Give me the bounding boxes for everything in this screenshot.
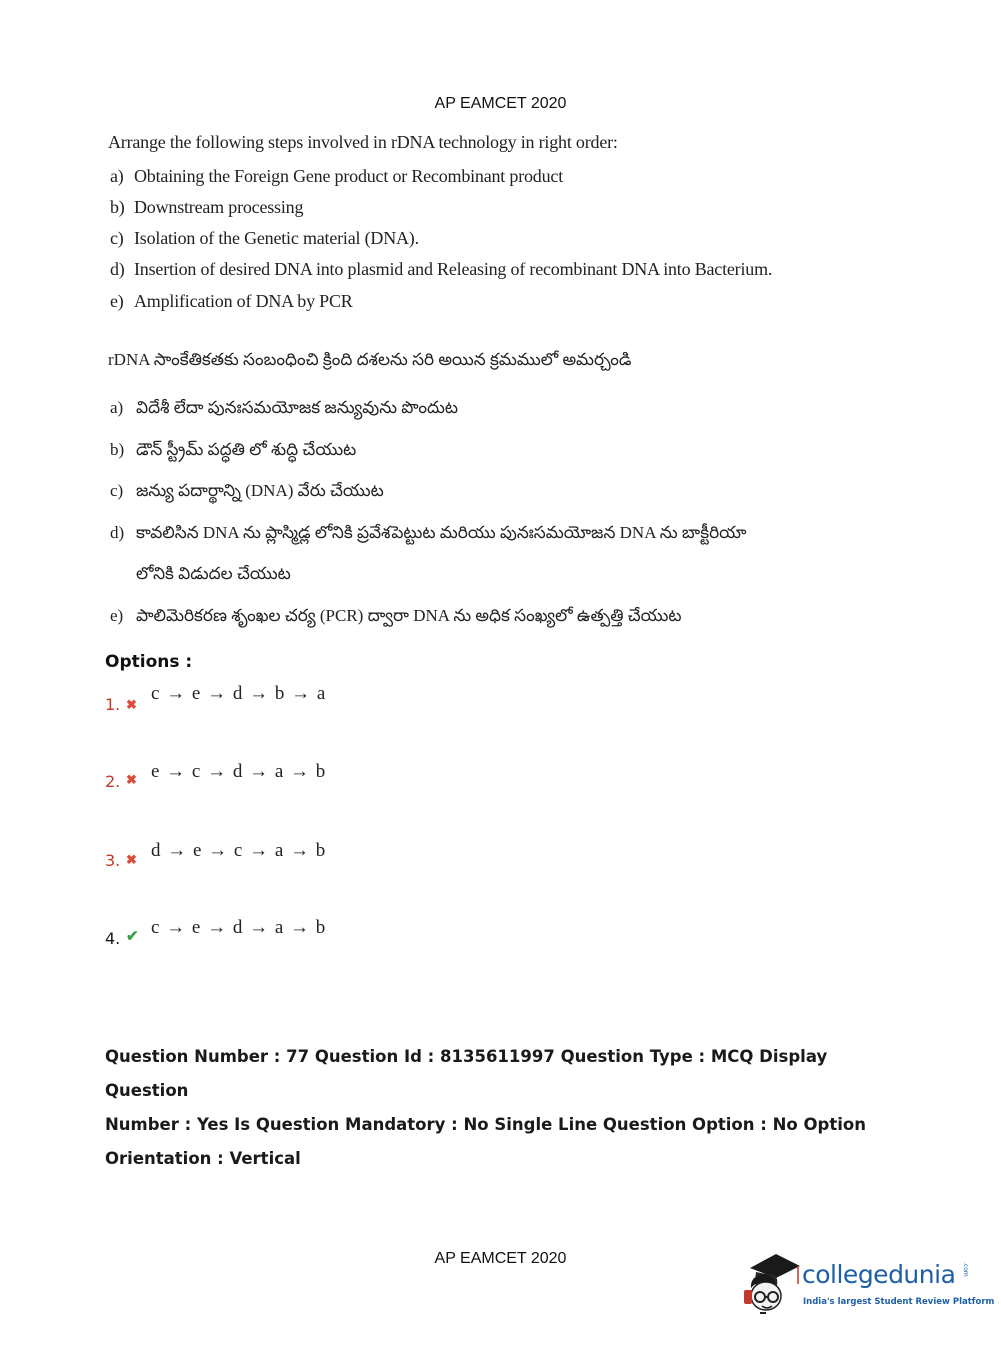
correct-check-icon: ✔ bbox=[126, 928, 139, 945]
step-text: Isolation of the Genetic material (DNA). bbox=[134, 228, 419, 248]
telugu-step-b bbox=[110, 440, 356, 464]
collegedunia-logo bbox=[742, 1250, 995, 1320]
english-step-e bbox=[110, 291, 353, 312]
mascot-icon bbox=[742, 1250, 802, 1320]
english-step-a bbox=[110, 166, 563, 187]
option-number: 2. bbox=[105, 772, 121, 791]
wrong-cross-icon: ✖ bbox=[126, 852, 137, 867]
step-label: d) bbox=[110, 259, 125, 279]
step-text: Insertion of desired DNA into plasmid and Releasing of recombinant DNA into Bacterium. bbox=[134, 259, 773, 279]
options-label: Options : bbox=[105, 652, 193, 672]
option-number: 4. bbox=[105, 929, 121, 948]
metadata-line-1: Question Number : 77 Question Id : 8135611997 Question Type : MCQ Display Question bbox=[105, 1047, 828, 1100]
logo-tagline: India's largest Student Review Platform bbox=[803, 1297, 995, 1307]
english-step-b bbox=[110, 197, 303, 218]
wrong-cross-icon: ✖ bbox=[126, 772, 137, 787]
step-label: a) bbox=[110, 398, 124, 417]
telugu-step-d-continuation: లోనికి విడుదల చేయుట bbox=[136, 564, 291, 583]
step-label: e) bbox=[110, 291, 124, 311]
step-label: d) bbox=[110, 523, 125, 542]
telugu-step-e bbox=[110, 606, 682, 630]
telugu-step-c bbox=[110, 481, 384, 505]
step-text: జన్యు పదార్థాన్ని (DNA) వేరు చేయుట bbox=[136, 481, 384, 500]
page-footer-title: AP EAMCET 2020 bbox=[434, 1250, 567, 1267]
step-label: b) bbox=[110, 197, 125, 217]
step-text: విదేశీ లేదా పునఃసమయోజక జన్యువును పొందుట bbox=[136, 398, 459, 417]
step-label: e) bbox=[110, 606, 124, 625]
question-heading-english: Arrange the following steps involved in rDNA technology in right order: bbox=[108, 132, 618, 152]
logo-wordmark: collegedunia bbox=[802, 1260, 956, 1289]
metadata-line-2: Number : Yes Is Question Mandatory : No Single Line Question Option : No Option bbox=[105, 1115, 866, 1134]
logo-suffix: .com bbox=[962, 1262, 969, 1277]
option-number: 1. bbox=[105, 695, 121, 714]
step-label: a) bbox=[110, 166, 124, 186]
question-metadata bbox=[105, 1040, 895, 1176]
step-label: c) bbox=[110, 481, 124, 500]
step-label: b) bbox=[110, 440, 125, 459]
option-text: d → e → c → a → b bbox=[151, 840, 327, 861]
option-number: 3. bbox=[105, 851, 121, 870]
metadata-line-3: Orientation : Vertical bbox=[105, 1149, 301, 1168]
telugu-step-a bbox=[110, 398, 458, 422]
step-text: డౌన్ స్ట్రీమ్ పద్ధతి లో శుద్ధి చేయుట bbox=[136, 440, 357, 459]
step-text: కావలిసిన DNA ను ప్లాస్మిడ్ల లోనికి ప్రవేశపెట్టుట మరియు పునఃసమయోజన DNA ను బాక్టీరియా bbox=[136, 523, 747, 542]
option-text: c → e → d → a → b bbox=[151, 917, 327, 938]
english-step-c bbox=[110, 228, 419, 249]
step-text: Obtaining the Foreign Gene product or Recombinant product bbox=[134, 166, 563, 186]
wrong-cross-icon: ✖ bbox=[126, 697, 137, 712]
option-text: e → c → d → a → b bbox=[151, 761, 327, 782]
telugu-step-d bbox=[110, 523, 746, 547]
step-text: పాలిమెరికరణ శృంఖల చర్య (PCR) ద్వారా DNA ను అధిక సంఖ్యలో ఉత్పత్తి చేయుట bbox=[136, 606, 682, 625]
step-text: Downstream processing bbox=[134, 197, 304, 217]
step-label: c) bbox=[110, 228, 124, 248]
question-heading-telugu: rDNA సాంకేతికతకు సంబంధించి క్రింది దశలను సరి అయిన క్రమములో అమర్చండి bbox=[108, 350, 632, 369]
option-text: c → e → d → b → a bbox=[151, 683, 327, 704]
english-step-d bbox=[110, 259, 772, 280]
step-text: Amplification of DNA by PCR bbox=[134, 291, 353, 311]
page-header-title: AP EAMCET 2020 bbox=[434, 95, 567, 112]
